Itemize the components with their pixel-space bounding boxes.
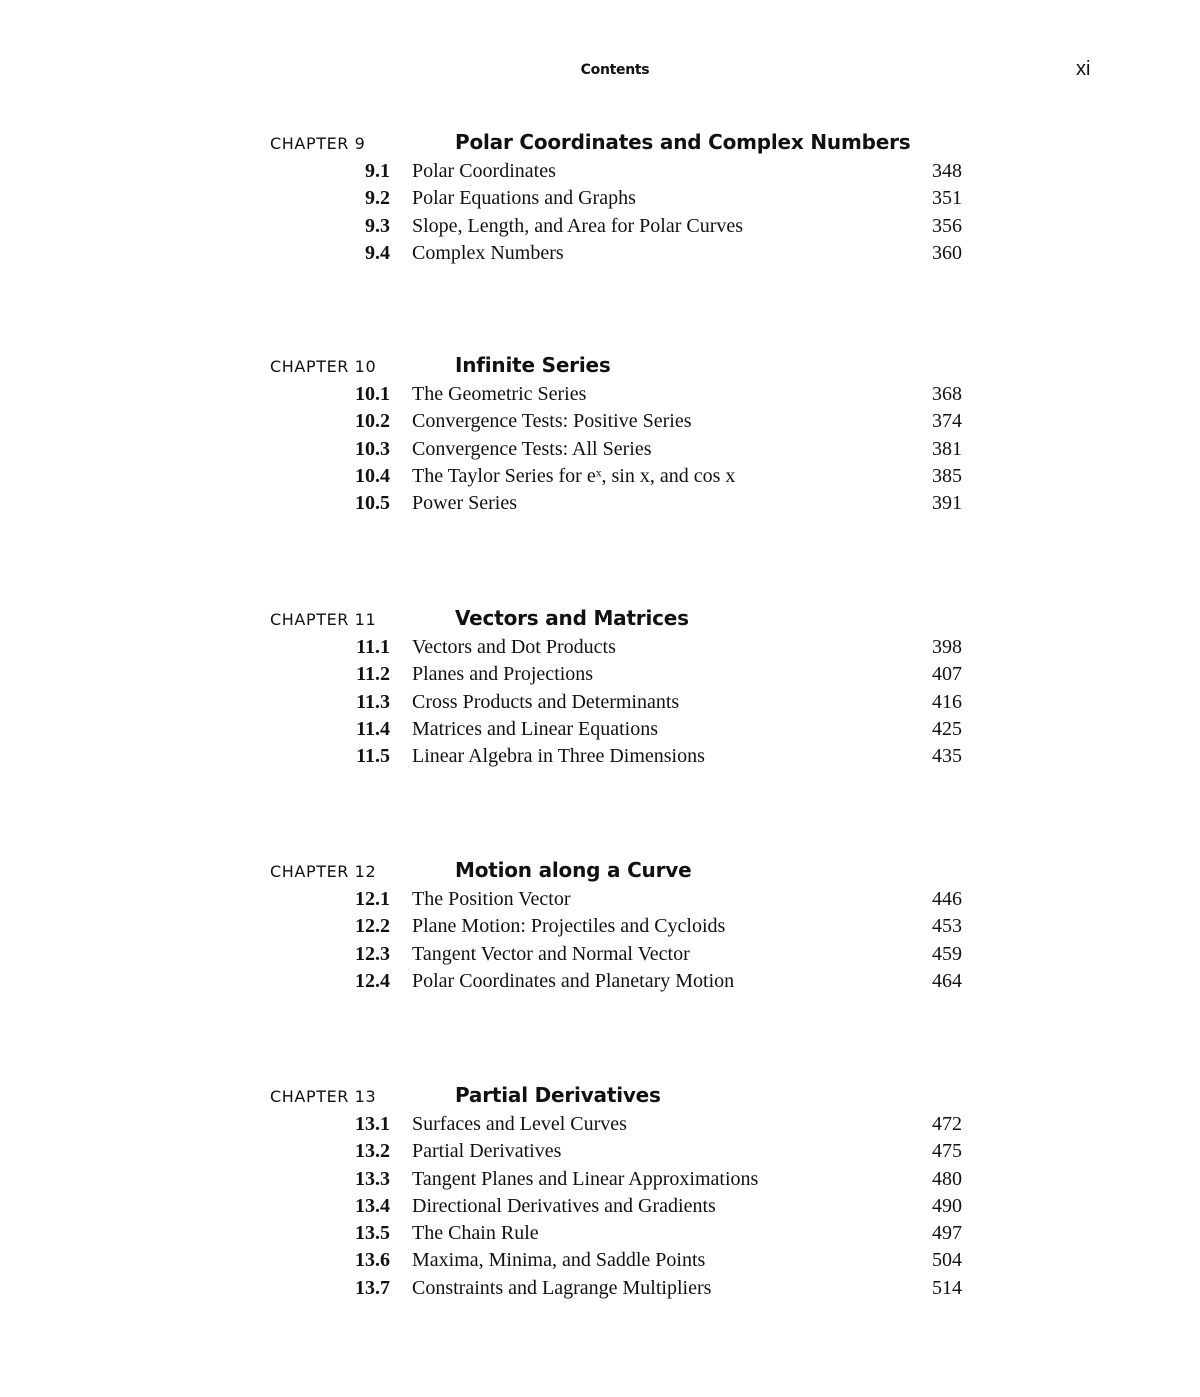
chapter-heading	[270, 858, 970, 888]
chapter-block	[270, 353, 970, 519]
chapter-title: Motion along a Curve	[455, 858, 692, 882]
page-header-title: Contents	[580, 62, 650, 78]
toc-entry[interactable]	[270, 1249, 970, 1276]
section-page: 416	[932, 690, 962, 713]
toc-entry[interactable]	[270, 438, 970, 465]
chapter-label: CHAPTER 13	[270, 1087, 377, 1106]
chapter-block	[270, 1083, 970, 1304]
section-title: Partial Derivatives	[412, 1140, 562, 1163]
section-title: The Geometric Series	[412, 383, 587, 405]
toc-entry[interactable]	[270, 465, 970, 492]
page-number: xi	[1076, 58, 1091, 80]
section-number: 9.3	[365, 214, 390, 237]
section-title: Convergence Tests: All Series	[412, 437, 652, 460]
section-page: 472	[932, 1113, 962, 1135]
section-number: 13.5	[355, 1222, 390, 1245]
section-title: Constraints and Lagrange Multipliers	[412, 1276, 712, 1299]
section-page: 490	[932, 1194, 962, 1217]
chapter-title: Partial Derivatives	[455, 1083, 661, 1107]
toc-entry[interactable]	[270, 888, 970, 915]
chapter-title: Infinite Series	[455, 353, 611, 377]
section-page: 348	[932, 160, 962, 182]
section-page: 425	[932, 717, 962, 740]
section-number: 12.4	[355, 969, 390, 992]
section-page: 391	[932, 492, 962, 515]
section-title: Plane Motion: Projectiles and Cycloids	[412, 915, 726, 938]
toc-entry[interactable]	[270, 187, 970, 214]
toc-entry[interactable]	[270, 492, 970, 519]
section-number: 13.4	[355, 1194, 390, 1217]
section-title: Planes and Projections	[412, 663, 594, 686]
section-title: Polar Coordinates	[412, 160, 556, 182]
toc-entry[interactable]	[270, 1140, 970, 1167]
section-number: 10.5	[355, 492, 390, 515]
section-page: 435	[932, 745, 962, 768]
section-number: 10.4	[355, 464, 390, 487]
section-number: 13.7	[355, 1276, 390, 1299]
section-title: Directional Derivatives and Gradients	[412, 1194, 716, 1217]
section-title: Tangent Vector and Normal Vector	[412, 942, 690, 965]
chapter-block	[270, 130, 970, 269]
section-title: The Position Vector	[412, 888, 571, 910]
section-page: 360	[932, 241, 962, 264]
chapter-label: CHAPTER 11	[270, 610, 377, 629]
toc-entry[interactable]	[270, 410, 970, 437]
section-number: 11.2	[356, 663, 390, 686]
section-page: 497	[932, 1222, 962, 1245]
section-number: 11.4	[356, 717, 390, 740]
section-title: Surfaces and Level Curves	[412, 1113, 627, 1135]
toc-entry[interactable]	[270, 1113, 970, 1140]
toc-entry[interactable]	[270, 160, 970, 187]
section-page: 398	[932, 636, 962, 658]
section-number: 12.3	[355, 942, 390, 965]
section-number: 9.2	[365, 187, 390, 210]
section-page: 475	[932, 1140, 962, 1163]
chapter-heading	[270, 353, 970, 383]
section-title: Tangent Planes and Linear Approximations	[412, 1167, 759, 1190]
toc-entry[interactable]	[270, 242, 970, 269]
section-page: 368	[932, 383, 962, 405]
toc-entry[interactable]	[270, 663, 970, 690]
section-page: 446	[932, 888, 962, 910]
section-number: 13.1	[355, 1113, 390, 1135]
section-title: The Chain Rule	[412, 1222, 539, 1245]
toc-entry[interactable]	[270, 636, 970, 663]
section-number: 13.6	[355, 1249, 390, 1272]
toc-entry[interactable]	[270, 1222, 970, 1249]
section-title: Polar Coordinates and Planetary Motion	[412, 969, 735, 992]
section-page: 459	[932, 942, 962, 965]
section-number: 10.3	[355, 437, 390, 460]
section-number: 12.1	[355, 888, 390, 910]
toc-entry[interactable]	[270, 745, 970, 772]
section-page: 480	[932, 1167, 962, 1190]
section-page: 381	[932, 437, 962, 460]
toc-entry[interactable]	[270, 943, 970, 970]
section-number: 11.1	[356, 636, 390, 658]
section-number: 10.2	[355, 410, 390, 433]
chapter-heading	[270, 606, 970, 636]
section-page: 385	[932, 464, 962, 487]
toc-entry[interactable]	[270, 718, 970, 745]
section-number: 13.2	[355, 1140, 390, 1163]
toc-entry[interactable]	[270, 691, 970, 718]
chapter-label: CHAPTER 12	[270, 862, 377, 881]
chapter-heading	[270, 130, 970, 160]
chapter-block	[270, 858, 970, 997]
chapter-label: CHAPTER 9	[270, 134, 366, 153]
section-title: The Taylor Series for eˣ, sin x, and cos x	[412, 464, 736, 487]
chapter-title: Polar Coordinates and Complex Numbers	[455, 130, 911, 154]
toc-entry[interactable]	[270, 1195, 970, 1222]
section-number: 13.3	[355, 1167, 390, 1190]
section-page: 407	[932, 663, 962, 686]
section-number: 12.2	[355, 915, 390, 938]
section-page: 464	[932, 969, 962, 992]
section-number: 11.3	[356, 690, 390, 713]
section-title: Power Series	[412, 492, 517, 515]
section-title: Convergence Tests: Positive Series	[412, 410, 692, 433]
section-title: Polar Equations and Graphs	[412, 187, 636, 210]
chapter-title: Vectors and Matrices	[455, 606, 689, 630]
section-number: 9.1	[365, 160, 390, 182]
section-page: 453	[932, 915, 962, 938]
section-number: 10.1	[355, 383, 390, 405]
toc-entry[interactable]	[270, 215, 970, 242]
chapter-block	[270, 606, 970, 772]
section-page: 504	[932, 1249, 962, 1272]
section-title: Complex Numbers	[412, 241, 564, 264]
section-title: Linear Algebra in Three Dimensions	[412, 745, 705, 768]
toc-entry[interactable]	[270, 915, 970, 942]
section-number: 11.5	[356, 745, 390, 768]
toc-entry[interactable]	[270, 1168, 970, 1195]
chapter-heading	[270, 1083, 970, 1113]
section-title: Vectors and Dot Products	[412, 636, 616, 658]
section-page: 356	[932, 214, 962, 237]
section-page: 514	[932, 1276, 962, 1299]
section-number: 9.4	[365, 241, 390, 264]
section-title: Cross Products and Determinants	[412, 690, 680, 713]
toc-entry[interactable]	[270, 970, 970, 997]
section-page: 374	[932, 410, 962, 433]
toc-entry[interactable]	[270, 383, 970, 410]
chapter-label: CHAPTER 10	[270, 357, 377, 376]
toc-entry[interactable]	[270, 1277, 970, 1304]
section-title: Slope, Length, and Area for Polar Curves	[412, 214, 744, 237]
section-title: Matrices and Linear Equations	[412, 717, 659, 740]
section-page: 351	[932, 187, 962, 210]
section-title: Maxima, Minima, and Saddle Points	[412, 1249, 706, 1272]
